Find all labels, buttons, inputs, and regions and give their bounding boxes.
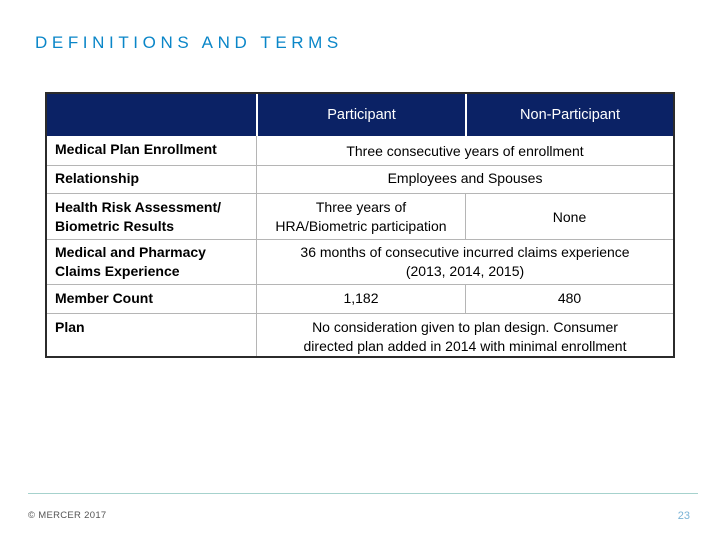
row-label-claims-experience: Medical and Pharmacy Claims Experience: [55, 244, 206, 279]
page-number: 23: [677, 510, 690, 522]
cell-plan: No consideration given to plan design. Consumer directed plan added in 2014 with minimal enrollment: [303, 319, 627, 354]
cell-hra-participant: Three years of HRA/Biometric participation: [275, 199, 447, 234]
cell-hra-non-participant: None: [552, 209, 587, 225]
cell-member-count-participant: 1,182: [343, 290, 379, 306]
row-divider: [47, 193, 673, 194]
row-label-medical-plan-enrollment: Medical Plan Enrollment: [55, 141, 217, 157]
table-header: [47, 94, 673, 136]
definitions-table: [45, 92, 675, 358]
page-title: DEFINITIONS AND TERMS: [35, 33, 343, 52]
row-divider: [47, 165, 673, 166]
cell-claims-experience: 36 months of consecutive incurred claims experience (2013, 2014, 2015): [300, 244, 630, 279]
cell-member-count-non-participant: 480: [557, 290, 582, 306]
row-label-health-risk-assessment: Health Risk Assessment/ Biometric Results: [55, 199, 221, 234]
row-label-member-count: Member Count: [55, 290, 153, 306]
header-non-participant: Non-Participant: [520, 107, 620, 123]
row-divider: [47, 313, 673, 314]
header-participant: Participant: [327, 107, 396, 123]
cell-relationship: Employees and Spouses: [387, 170, 543, 186]
footer-divider: [28, 493, 698, 494]
row-divider: [47, 239, 673, 240]
row-label-relationship: Relationship: [55, 170, 140, 186]
cell-enrollment: Three consecutive years of enrollment: [346, 143, 584, 159]
row-divider: [47, 284, 673, 285]
copyright: © MERCER 2017: [28, 510, 107, 521]
row-label-plan: Plan: [55, 319, 85, 335]
